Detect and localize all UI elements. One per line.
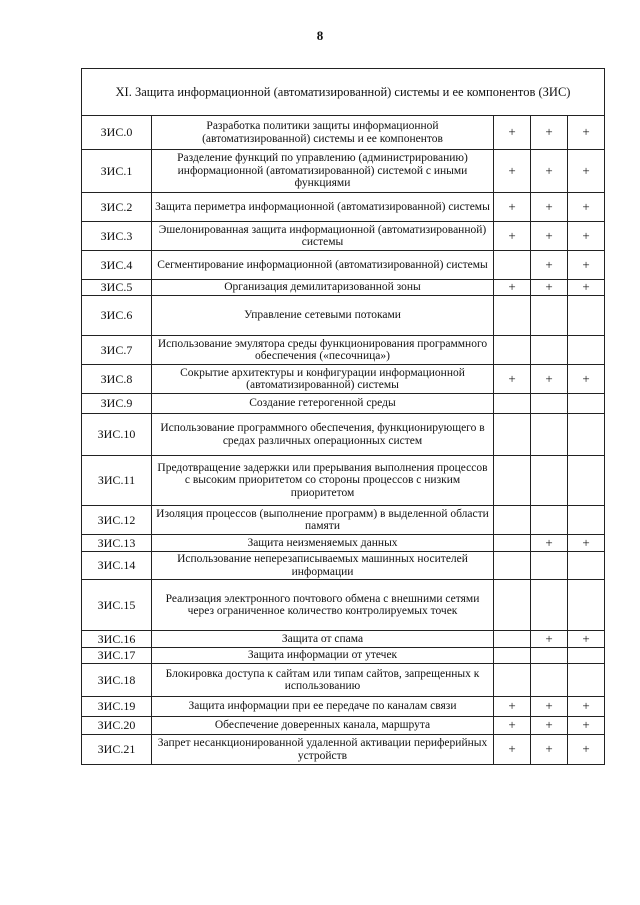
row-mark-2: + — [531, 116, 568, 150]
row-description: Использование программного обеспечения, функционирующего в средах различных операционных систем — [152, 414, 494, 456]
row-mark-3: + — [568, 193, 605, 222]
row-mark-2 — [531, 552, 568, 580]
row-code: ЗИС.2 — [82, 193, 152, 222]
table-row — [82, 535, 605, 552]
row-mark-2 — [531, 296, 568, 336]
row-description: Блокировка доступа к сайтам или типам сайтов, запрещенных к использованию — [152, 664, 494, 697]
row-description: Сегментирование информационной (автоматизированной) системы — [152, 251, 494, 280]
row-mark-3: + — [568, 631, 605, 648]
row-code: ЗИС.3 — [82, 222, 152, 251]
row-mark-2 — [531, 414, 568, 456]
row-mark-1: + — [494, 150, 531, 193]
row-mark-2: + — [531, 631, 568, 648]
table-body — [82, 69, 605, 765]
table-row — [82, 456, 605, 506]
row-description: Предотвращение задержки или прерывания выполнения процессов с высоким приоритетом со стороны процессов с низким приоритетом — [152, 456, 494, 506]
row-code: ЗИС.21 — [82, 735, 152, 765]
row-code: ЗИС.13 — [82, 535, 152, 552]
row-code: ЗИС.4 — [82, 251, 152, 280]
section-title: XI. Защита информационной (автоматизированной) системы и ее компонентов (ЗИС) — [82, 69, 605, 116]
row-code: ЗИС.11 — [82, 456, 152, 506]
row-description: Создание гетерогенной среды — [152, 394, 494, 414]
row-code: ЗИС.9 — [82, 394, 152, 414]
row-mark-3 — [568, 580, 605, 631]
row-mark-1 — [494, 394, 531, 414]
table-row — [82, 193, 605, 222]
table-row — [82, 251, 605, 280]
table-row — [82, 552, 605, 580]
row-mark-3: + — [568, 280, 605, 296]
table-row — [82, 280, 605, 296]
row-mark-2: + — [531, 735, 568, 765]
row-description: Использование неперезаписываемых машинных носителей информации — [152, 552, 494, 580]
row-code: ЗИС.10 — [82, 414, 152, 456]
row-code: ЗИС.7 — [82, 336, 152, 365]
row-mark-2: + — [531, 535, 568, 552]
row-mark-1 — [494, 580, 531, 631]
row-mark-3: + — [568, 251, 605, 280]
table-row — [82, 150, 605, 193]
row-mark-2 — [531, 506, 568, 535]
row-description: Реализация электронного почтового обмена с внешними сетями через ограниченное количество контролируемых точек — [152, 580, 494, 631]
row-mark-1 — [494, 296, 531, 336]
row-code: ЗИС.1 — [82, 150, 152, 193]
row-description: Эшелонированная защита информационной (автоматизированной) системы — [152, 222, 494, 251]
row-mark-1: + — [494, 697, 531, 717]
row-mark-2: + — [531, 717, 568, 735]
row-code: ЗИС.20 — [82, 717, 152, 735]
table-row — [82, 116, 605, 150]
row-description: Запрет несанкционированной удаленной активации периферийных устройств — [152, 735, 494, 765]
table-row — [82, 580, 605, 631]
row-description: Защита от спама — [152, 631, 494, 648]
table-row — [82, 697, 605, 717]
row-mark-2: + — [531, 193, 568, 222]
row-mark-1 — [494, 506, 531, 535]
section-header-row — [82, 69, 605, 116]
row-mark-2: + — [531, 697, 568, 717]
row-mark-3: + — [568, 222, 605, 251]
row-mark-1: + — [494, 735, 531, 765]
row-mark-1 — [494, 535, 531, 552]
table-row — [82, 414, 605, 456]
row-description: Организация демилитаризованной зоны — [152, 280, 494, 296]
row-mark-2 — [531, 664, 568, 697]
row-mark-2 — [531, 648, 568, 664]
row-mark-1: + — [494, 365, 531, 394]
row-description: Использование эмулятора среды функционирования программного обеспечения («песочница») — [152, 336, 494, 365]
table-row — [82, 506, 605, 535]
row-code: ЗИС.12 — [82, 506, 152, 535]
row-mark-2: + — [531, 222, 568, 251]
row-code: ЗИС.15 — [82, 580, 152, 631]
row-mark-1: + — [494, 116, 531, 150]
row-mark-1 — [494, 456, 531, 506]
table-row — [82, 648, 605, 664]
table-row — [82, 365, 605, 394]
row-mark-1 — [494, 336, 531, 365]
row-mark-1 — [494, 648, 531, 664]
row-description: Защита информации от утечек — [152, 648, 494, 664]
row-mark-2: + — [531, 365, 568, 394]
row-mark-1 — [494, 631, 531, 648]
row-mark-1: + — [494, 222, 531, 251]
row-code: ЗИС.8 — [82, 365, 152, 394]
row-mark-1: + — [494, 717, 531, 735]
row-mark-1 — [494, 414, 531, 456]
row-mark-3 — [568, 336, 605, 365]
row-description: Разделение функций по управлению (администрированию) информационной (автоматизированной) системой с иными функциями — [152, 150, 494, 193]
row-mark-2 — [531, 580, 568, 631]
row-mark-2 — [531, 394, 568, 414]
row-mark-3 — [568, 394, 605, 414]
row-code: ЗИС.16 — [82, 631, 152, 648]
row-mark-3: + — [568, 150, 605, 193]
row-description: Изоляция процессов (выполнение программ) в выделенной области памяти — [152, 506, 494, 535]
row-code: ЗИС.14 — [82, 552, 152, 580]
row-mark-3 — [568, 456, 605, 506]
table-row — [82, 336, 605, 365]
row-mark-2: + — [531, 280, 568, 296]
row-mark-3 — [568, 648, 605, 664]
row-code: ЗИС.17 — [82, 648, 152, 664]
table-row — [82, 735, 605, 765]
row-mark-3: + — [568, 717, 605, 735]
table-row — [82, 664, 605, 697]
row-description: Управление сетевыми потоками — [152, 296, 494, 336]
row-description: Обеспечение доверенных канала, маршрута — [152, 717, 494, 735]
row-mark-1: + — [494, 280, 531, 296]
row-mark-3: + — [568, 365, 605, 394]
table-row — [82, 222, 605, 251]
row-description: Защита неизменяемых данных — [152, 535, 494, 552]
table-row — [82, 717, 605, 735]
table-row — [82, 394, 605, 414]
row-mark-3: + — [568, 116, 605, 150]
row-description: Сокрытие архитектуры и конфигурации информационной (автоматизированной) системы — [152, 365, 494, 394]
row-description: Защита информации при ее передаче по каналам связи — [152, 697, 494, 717]
row-mark-2 — [531, 456, 568, 506]
row-code: ЗИС.5 — [82, 280, 152, 296]
row-mark-1 — [494, 251, 531, 280]
row-mark-2 — [531, 336, 568, 365]
row-code: ЗИС.6 — [82, 296, 152, 336]
row-mark-3: + — [568, 735, 605, 765]
row-code: ЗИС.0 — [82, 116, 152, 150]
row-mark-3 — [568, 664, 605, 697]
row-mark-1: + — [494, 193, 531, 222]
row-mark-1 — [494, 664, 531, 697]
row-mark-3: + — [568, 535, 605, 552]
table-row — [82, 631, 605, 648]
row-mark-3 — [568, 296, 605, 336]
row-code: ЗИС.19 — [82, 697, 152, 717]
row-mark-3 — [568, 552, 605, 580]
row-mark-1 — [494, 552, 531, 580]
row-mark-2: + — [531, 251, 568, 280]
row-description: Разработка политики защиты информационной (автоматизированной) системы и ее компонентов — [152, 116, 494, 150]
row-mark-3 — [568, 506, 605, 535]
measures-table — [81, 68, 605, 765]
row-mark-2: + — [531, 150, 568, 193]
table-row — [82, 296, 605, 336]
row-code: ЗИС.18 — [82, 664, 152, 697]
row-mark-3 — [568, 414, 605, 456]
page-number: 8 — [316, 28, 324, 43]
row-description: Защита периметра информационной (автоматизированной) системы — [152, 193, 494, 222]
row-mark-3: + — [568, 697, 605, 717]
